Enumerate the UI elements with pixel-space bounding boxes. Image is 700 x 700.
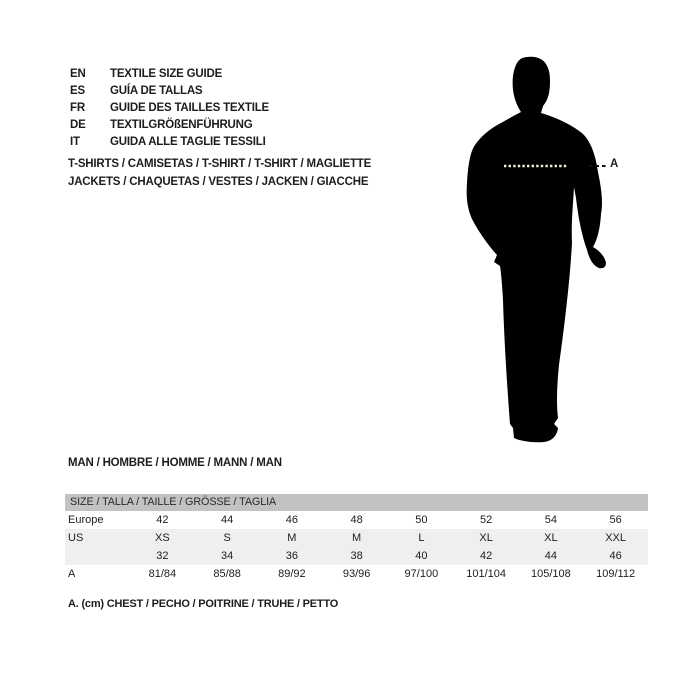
size-cell: 52: [480, 514, 493, 526]
size-table-row-us: [65, 529, 648, 547]
language-title: GUIDE DES TAILLES TEXTILE: [110, 101, 269, 114]
size-cell: 42: [156, 514, 169, 526]
product-type-list: [68, 155, 371, 191]
size-cell: 40: [415, 550, 428, 562]
size-cell: XXL: [605, 532, 627, 544]
language-title: TEXTILE SIZE GUIDE: [110, 67, 223, 80]
size-table-row-numeric: [65, 547, 648, 565]
size-cell: 89/92: [278, 568, 306, 580]
size-cell: XS: [155, 532, 170, 544]
size-cell: 85/88: [213, 568, 241, 580]
language-guide-list: [70, 65, 269, 151]
size-cell: 44: [221, 514, 234, 526]
size-cell: 81/84: [148, 568, 177, 580]
language-title: GUIDA ALLE TAGLIE TESSILI: [110, 136, 266, 149]
language-code: ES: [70, 84, 85, 97]
man-silhouette: [440, 40, 650, 450]
size-cell: XL: [544, 532, 558, 544]
language-row: [70, 99, 269, 116]
row-label: A: [68, 568, 76, 580]
size-cell: 42: [480, 550, 493, 562]
size-table-row-chest: [65, 565, 648, 583]
language-row: [70, 82, 269, 99]
size-cell: 44: [544, 550, 557, 562]
measurement-footnote: A. (cm) CHEST / PECHO / POITRINE / TRUHE / PETTO: [68, 598, 339, 610]
size-cell: M: [287, 532, 297, 544]
language-row: [70, 134, 269, 151]
size-cell: L: [418, 532, 425, 544]
row-label: Europe: [68, 514, 104, 526]
size-cell: S: [223, 532, 231, 544]
row-label: [65, 547, 130, 565]
language-row: [70, 117, 269, 134]
product-type-line: T-SHIRTS / CAMISETAS / T-SHIRT / T-SHIRT / MAGLIETTE: [68, 158, 372, 170]
size-cell: 105/108: [530, 568, 571, 580]
size-table-row-europe: [65, 511, 648, 529]
language-title: TEXTILGRÖßENFÜHRUNG: [110, 119, 253, 132]
product-type-line: JACKETS / CHAQUETAS / VESTES / JACKEN / GIACCHE: [68, 176, 369, 188]
size-cell: 34: [221, 550, 234, 562]
size-cell: 38: [350, 550, 363, 562]
row-label: US: [68, 532, 84, 544]
size-cell: 54: [544, 514, 557, 526]
size-cell: 109/112: [596, 568, 636, 580]
language-title: GUÍA DE TALLAS: [110, 84, 203, 97]
size-cell: 36: [285, 550, 298, 562]
language-code: DE: [70, 119, 86, 132]
size-cell: 50: [415, 514, 428, 526]
section-heading: MAN / HOMBRE / HOMME / MANN / MAN: [68, 457, 282, 469]
size-cell: 32: [156, 550, 169, 562]
size-cell: 97/100: [404, 568, 439, 580]
size-cell: 46: [609, 550, 622, 562]
size-table-header: SIZE / TALLA / TAILLE / GRÖSSE / TAGLIA: [65, 494, 648, 511]
size-cell: XL: [479, 532, 493, 544]
size-cell: M: [352, 532, 362, 544]
size-cell: 48: [350, 514, 363, 526]
language-code: IT: [70, 136, 80, 149]
language-code: EN: [70, 67, 86, 80]
size-cell: 46: [285, 514, 298, 526]
language-row: [70, 65, 269, 82]
measurement-a-label: A: [610, 158, 619, 170]
size-cell: 56: [609, 514, 622, 526]
language-code: FR: [70, 101, 85, 114]
size-table: [65, 494, 648, 583]
size-cell: 101/104: [466, 568, 506, 580]
size-cell: 93/96: [342, 568, 371, 580]
